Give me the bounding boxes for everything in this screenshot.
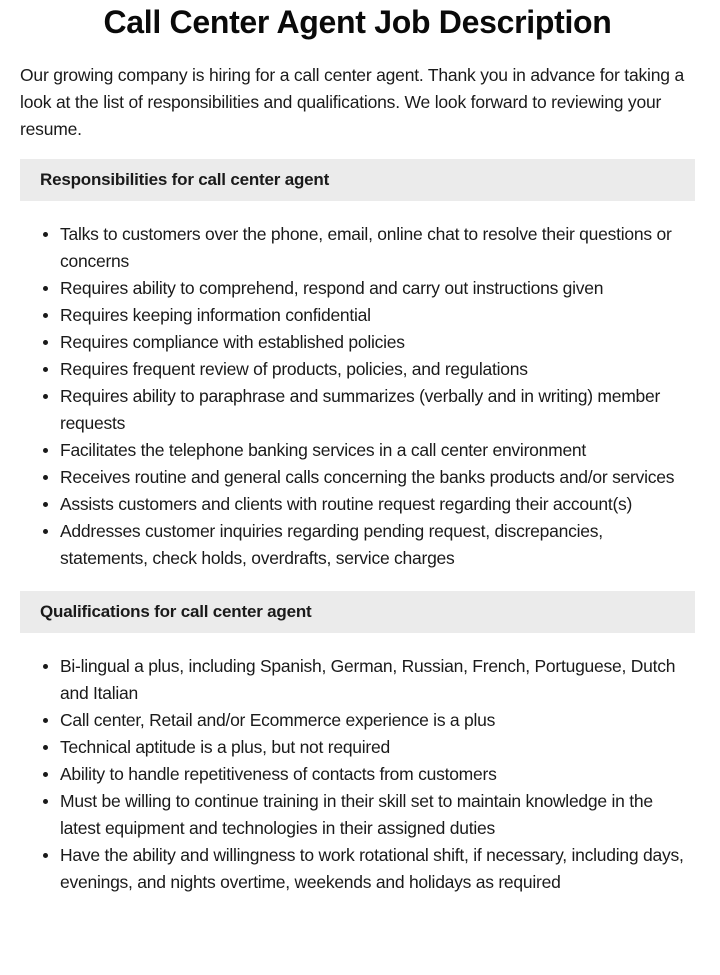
- list-item: Must be willing to continue training in their skill set to maintain knowledge in the latest equipment and technologies in their assigned duties: [60, 788, 695, 842]
- bullet-icon: [43, 232, 48, 237]
- bullet-icon: [43, 394, 48, 399]
- bullet-icon: [43, 529, 48, 534]
- bullet-icon: [43, 745, 48, 750]
- bullet-icon: [43, 475, 48, 480]
- list-item: Requires frequent review of products, policies, and regulations: [60, 356, 695, 383]
- list-item: Have the ability and willingness to work rotational shift, if necessary, including days, evenings, and nights overtime, weekends and holidays as required: [60, 842, 695, 896]
- responsibilities-list: [20, 221, 695, 572]
- responsibilities-heading: Responsibilities for call center agent: [20, 159, 695, 201]
- bullet-icon: [43, 502, 48, 507]
- list-item: Requires compliance with established policies: [60, 329, 695, 356]
- bullet-icon: [43, 286, 48, 291]
- list-item: Technical aptitude is a plus, but not required: [60, 734, 695, 761]
- list-item: Ability to handle repetitiveness of contacts from customers: [60, 761, 695, 788]
- list-item: Requires ability to comprehend, respond and carry out instructions given: [60, 275, 695, 302]
- bullet-icon: [43, 799, 48, 804]
- page-title: Call Center Agent Job Description: [103, 4, 612, 40]
- bullet-icon: [43, 340, 48, 345]
- bullet-icon: [43, 664, 48, 669]
- qualifications-list: [20, 653, 695, 896]
- intro-paragraph: Our growing company is hiring for a call center agent. Thank you in advance for taking a look at the list of responsibilities and qualifications. We look forward to reviewing your resume.: [20, 65, 684, 139]
- bullet-icon: [43, 853, 48, 858]
- list-item: Facilitates the telephone banking services in a call center environment: [60, 437, 695, 464]
- list-item: Requires keeping information confidential: [60, 302, 695, 329]
- list-item: Bi-lingual a plus, including Spanish, German, Russian, French, Portuguese, Dutch and Italian: [60, 653, 695, 707]
- bullet-icon: [43, 718, 48, 723]
- bullet-icon: [43, 448, 48, 453]
- bullet-icon: [43, 772, 48, 777]
- list-item: Assists customers and clients with routine request regarding their account(s): [60, 491, 695, 518]
- bullet-icon: [43, 313, 48, 318]
- list-item: Call center, Retail and/or Ecommerce experience is a plus: [60, 707, 695, 734]
- list-item: Requires ability to paraphrase and summarizes (verbally and in writing) member requests: [60, 383, 695, 437]
- list-item: Addresses customer inquiries regarding pending request, discrepancies, statements, check holds, overdrafts, service charges: [60, 518, 695, 572]
- list-item: Talks to customers over the phone, email, online chat to resolve their questions or concerns: [60, 221, 695, 275]
- list-item: Receives routine and general calls concerning the banks products and/or services: [60, 464, 695, 491]
- bullet-icon: [43, 367, 48, 372]
- qualifications-heading: Qualifications for call center agent: [20, 591, 695, 633]
